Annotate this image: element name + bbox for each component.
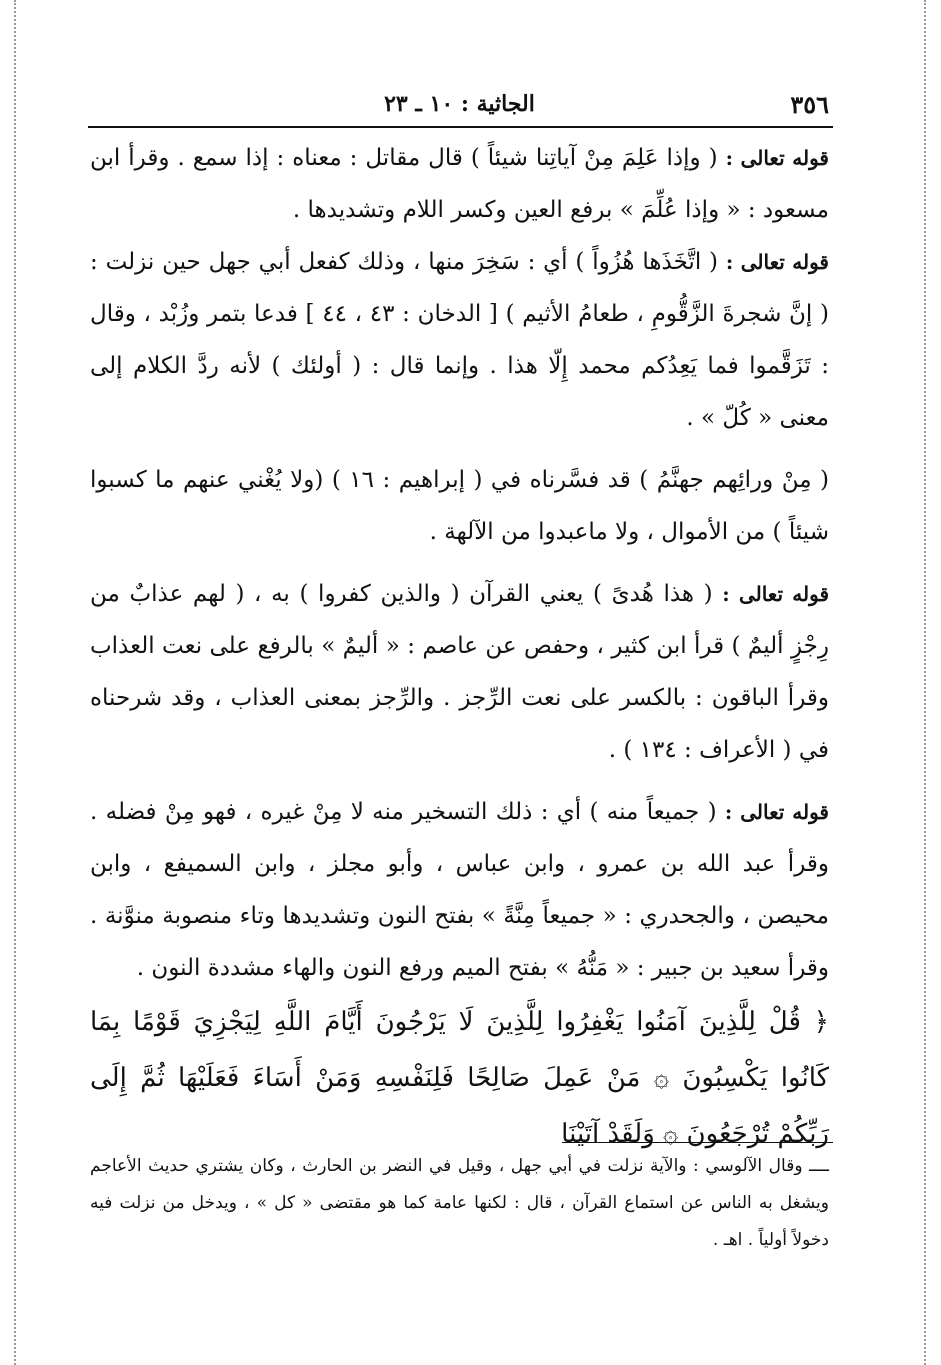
page-number: ٣٥٦ [790,89,829,119]
paragraph-4 [90,568,829,776]
paragraph-text: ( مِنْ ورائِهم جهنَّمُ ) قد فسَّرناه في ( إبراهيم : ١٦ ) (ولا يُغْني عنهم ما كسبوا شيئاً ) من الأموال ، ولا ماعبدوا من الآلهة . [90,467,829,545]
scan-edge-left [14,0,16,1365]
paragraph-5 [90,786,829,994]
footnote-rule [562,1142,833,1143]
paragraph-label: قوله تعالى : [722,582,829,606]
paragraph-label: قوله تعالى : [725,250,829,274]
running-title: الجاثية : ١٠ ـ ٢٣ [384,91,535,117]
quran-verse: ﴿ قُلْ لِلَّذِينَ آمَنُوا يَغْفِرُوا لِلَّذِينَ لَا يَرْجُونَ أَيَّامَ اللَّهِ لِيَجْزِيَ قَوْمًا بِمَا كَانُوا يَكْسِبُونَ ۞ مَنْ عَمِلَ صَالِحًا فَلِنَفْسِهِ وَمَنْ أَسَاءَ فَعَلَيْهَا ثُمَّ إِلَى رَبِّكُمْ تُرْجَعُونَ ۞ وَلَقَدْ آتَيْنَا [90,1007,829,1149]
paragraph-2 [90,236,829,444]
footnote: ــــ وقال الآلوسي : والآية نزلت في أبي جهل ، وقيل في النضر بن الحارث ، وكان يشتري حديث الأعاجم ويشغل به الناس عن استماع القرآن ، قال : لكنها عامة كما هو مقتضى « كل » ، ويدخل من نزلت فيه دخولاً أولياً . اهـ . [90,1156,829,1250]
paragraph-1 [90,132,829,236]
scan-edge-right [924,0,926,1365]
paragraph-text: ( جميعاً منه ) أي : ذلك التسخير منه لا مِنْ غيره ، فهو مِنْ فضله . وقرأ عبد الله بن عمرو ، وابن عباس ، وأبو مجلز ، وابن السميفع ، وابن محيصن ، والجحدري : « جميعاً مِنَّةً » بفتح النون وتشديدها وتاء منصوبة منوَّنة . وقرأ سعيد بن جبير : « مَنُّهُ » بفتح الميم ورفع النون والهاء مشددة النون . [90,799,829,981]
paragraph-text: ( اتَّخَذَها هُزُواً ) أي : سَخِرَ منها ، وذلك كفعل أبي جهل حين نزلت : ( إنَّ شجرةَ الزَّقُّومِ ، طعامُ الأثيم ) [ الدخان : ٤٣ ، ٤٤ ] فدعا بتمر وزُبْد ، وقال : تَزَقَّموا فما يَعِدُكم محمد إِلّا هذا . وإنما قال : ( أولئك ) لأنه ردَّ الكلام إلى معنى « كُلّ » . [90,249,829,431]
paragraph-text: ( هذا هُدىً ) يعني القرآن ( والذين كفروا ) به ، ( لهم عذابٌ من رِجْزٍ أليمٌ ) قرأ ابن كثير ، وحفص عن عاصم : « أليمٌ » بالرفع على نعت العذاب وقرأ الباقون : بالكسر على نعت الرِّجز . والرِّجز بمعنى العذاب ، وقد شرحناه في ( الأعراف : ١٣٤ ) . [90,581,829,763]
page-header [90,84,829,124]
paragraph-text: ( وإذا عَلِمَ مِنْ آياتِنا شيئاً ) قال مقاتل : معناه : إذا سمع . وقرأ ابن مسعود : « وإذا عُلِّمَ » برفع العين وكسر اللام وتشديدها . [90,145,829,223]
paragraph-3 [90,454,829,558]
main-text [90,132,829,1162]
paragraph-label: قوله تعالى : [724,800,829,824]
paragraph-label: قوله تعالى : [725,146,829,170]
header-rule [88,126,833,128]
